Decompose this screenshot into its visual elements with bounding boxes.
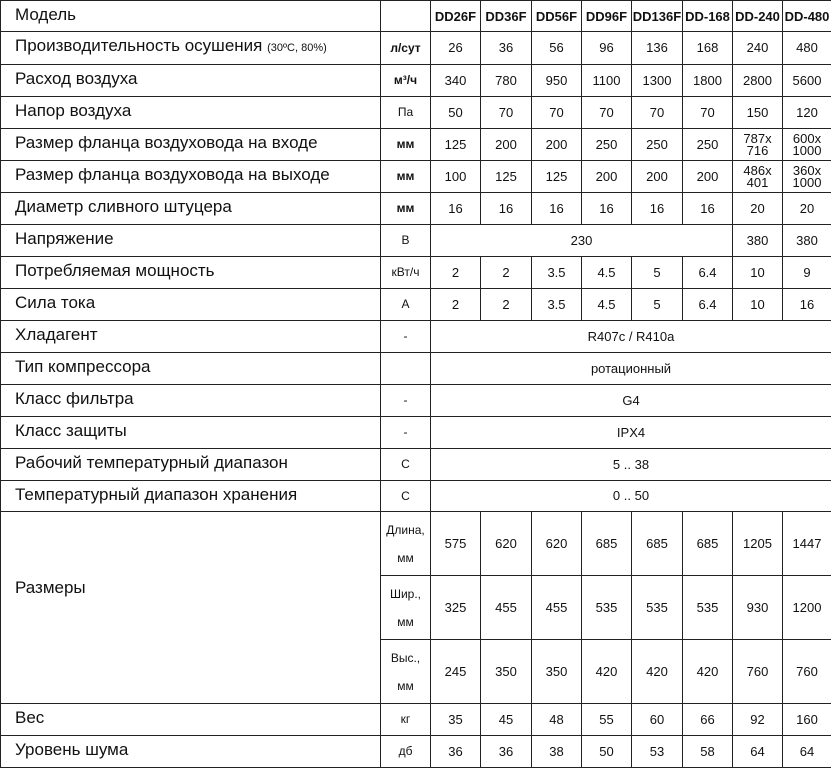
value-cell: 6.4 [683,257,733,289]
shared-value-cell: 5 .. 38 [431,449,831,481]
value-cell: 200 [532,129,582,161]
unit-cell: кВт/ч [381,257,431,289]
shared-value-cell: G4 [431,385,831,417]
value-cell: 930 [733,576,783,640]
value-cell: 620 [481,512,532,576]
value-cell: 120 [783,97,831,129]
value-cell: 360x 1000 [783,161,831,193]
value-cell: 96 [582,32,632,65]
value-cell: 2 [431,257,481,289]
value-cell: 16 [481,193,532,225]
value-cell: 620 [532,512,582,576]
value-cell: 787x 716 [733,129,783,161]
value-cell: 2800 [733,65,783,97]
row-compressor [1,353,831,385]
value-cell: 1100 [582,65,632,97]
row-pressure [1,97,831,129]
unit-cell: Шир., мм [381,576,431,640]
row-current [1,289,831,321]
value-cell: 58 [683,736,733,768]
value-cell: 150 [733,97,783,129]
row-store-temp [1,481,831,512]
row-noise [1,736,831,768]
value-cell: 480 [783,32,831,65]
value-cell: 575 [431,512,481,576]
unit-cell: С [381,449,431,481]
value-cell: 36 [481,32,532,65]
unit-cell: - [381,321,431,353]
value-cell: 16 [431,193,481,225]
value-cell: 950 [532,65,582,97]
model-name: DD-480 [783,1,831,32]
value-cell: 340 [431,65,481,97]
value-cell: 10 [733,289,783,321]
unit-cell: л/сут [381,32,431,65]
shared-value-cell: 0 .. 50 [431,481,831,512]
value-cell: 55 [582,704,632,736]
row-label-note: (30ºC, 80%) [267,42,327,54]
row-voltage [1,225,831,257]
value-cell: 66 [683,704,733,736]
value-cell: 16 [783,289,831,321]
row-label: Размер фланца воздуховода на входе [1,129,381,161]
value-cell: 56 [532,32,582,65]
shared-value-cell: R407c / R410a [431,321,831,353]
value-cell: 70 [632,97,683,129]
value-cell: 36 [481,736,532,768]
row-label: Потребляемая мощность [1,257,381,289]
value-cell: 70 [683,97,733,129]
value-cell: 16 [532,193,582,225]
value-cell: 600x 1000 [783,129,831,161]
value-cell: 455 [532,576,582,640]
row-protection [1,417,831,449]
value-cell: 380 [783,225,831,257]
unit-cell: Длина, мм [381,512,431,576]
row-power [1,257,831,289]
row-flange-out [1,161,831,193]
row-label: Класс защиты [1,417,381,449]
value-cell: 2 [481,257,532,289]
value-cell: 1200 [783,576,831,640]
value-cell: 70 [582,97,632,129]
value-cell: 4.5 [582,289,632,321]
value-cell: 10 [733,257,783,289]
model-label: Модель [1,1,381,32]
value-cell: 200 [481,129,532,161]
value-cell: 168 [683,32,733,65]
value-cell: 9 [783,257,831,289]
row-refrigerant [1,321,831,353]
value-cell: 420 [683,640,733,704]
unit-cell: мм [381,161,431,193]
value-cell: 45 [481,704,532,736]
value-cell: 245 [431,640,481,704]
value-cell: 420 [582,640,632,704]
value-cell: 160 [783,704,831,736]
value-cell: 200 [582,161,632,193]
shared-value-cell: 230 [431,225,733,257]
row-work-temp [1,449,831,481]
value-cell: 325 [431,576,481,640]
row-label: Хладагент [1,321,381,353]
value-cell: 70 [532,97,582,129]
value-cell: 535 [582,576,632,640]
value-cell: 20 [783,193,831,225]
value-cell: 780 [481,65,532,97]
row-airflow [1,65,831,97]
value-cell: 420 [632,640,683,704]
value-cell: 3.5 [532,257,582,289]
row-label: Температурный диапазон хранения [1,481,381,512]
unit-header-cell [381,1,431,32]
model-name: DD136F [632,1,683,32]
model-name: DD36F [481,1,532,32]
value-cell: 250 [582,129,632,161]
value-cell: 2 [481,289,532,321]
value-cell: 760 [733,640,783,704]
value-cell: 53 [632,736,683,768]
value-cell: 38 [532,736,582,768]
unit-cell: Па [381,97,431,129]
value-cell: 5 [632,289,683,321]
row-label: Расход воздуха [1,65,381,97]
value-cell: 125 [532,161,582,193]
value-cell: 535 [683,576,733,640]
value-cell: 1800 [683,65,733,97]
value-cell: 685 [582,512,632,576]
value-cell: 36 [431,736,481,768]
value-cell: 64 [783,736,831,768]
unit-cell [381,353,431,385]
value-cell: 350 [481,640,532,704]
model-name: DD26F [431,1,481,32]
value-cell: 125 [431,129,481,161]
unit-cell: м³/ч [381,65,431,97]
value-cell: 4.5 [582,257,632,289]
value-cell: 2 [431,289,481,321]
header-row [1,1,831,32]
model-name: DD56F [532,1,582,32]
row-label: Сила тока [1,289,381,321]
unit-cell: С [381,481,431,512]
value-cell: 136 [632,32,683,65]
value-cell: 455 [481,576,532,640]
row-label: Класс фильтра [1,385,381,417]
row-flange-in [1,129,831,161]
value-cell: 380 [733,225,783,257]
value-cell: 64 [733,736,783,768]
model-name: DD96F [582,1,632,32]
unit-cell: мм [381,129,431,161]
value-cell: 240 [733,32,783,65]
row-label: Уровень шума [1,736,381,768]
row-label: Производительность осушения (30ºC, 80%) [1,32,381,65]
value-cell: 760 [783,640,831,704]
row-drain [1,193,831,225]
value-cell: 16 [683,193,733,225]
value-cell: 1300 [632,65,683,97]
value-cell: 60 [632,704,683,736]
value-cell: 50 [582,736,632,768]
row-dim-length [1,512,831,576]
value-cell: 250 [632,129,683,161]
value-cell: 535 [632,576,683,640]
row-label: Вес [1,704,381,736]
unit-cell: дб [381,736,431,768]
unit-cell: - [381,385,431,417]
row-capacity [1,32,831,65]
row-label: Напор воздуха [1,97,381,129]
value-cell: 35 [431,704,481,736]
row-weight [1,704,831,736]
unit-cell: мм [381,193,431,225]
unit-cell: Выс., мм [381,640,431,704]
value-cell: 125 [481,161,532,193]
value-cell: 1205 [733,512,783,576]
value-cell: 200 [683,161,733,193]
row-label: Диаметр сливного штуцера [1,193,381,225]
unit-cell: В [381,225,431,257]
unit-cell: А [381,289,431,321]
value-cell: 48 [532,704,582,736]
value-cell: 685 [683,512,733,576]
value-cell: 350 [532,640,582,704]
unit-cell: кг [381,704,431,736]
row-label: Размеры [1,512,381,704]
value-cell: 26 [431,32,481,65]
value-cell: 5600 [783,65,831,97]
value-cell: 20 [733,193,783,225]
value-cell: 100 [431,161,481,193]
unit-cell: - [381,417,431,449]
value-cell: 685 [632,512,683,576]
value-cell: 70 [481,97,532,129]
value-cell: 486x 401 [733,161,783,193]
value-cell: 1447 [783,512,831,576]
value-cell: 50 [431,97,481,129]
value-cell: 92 [733,704,783,736]
row-label: Тип компрессора [1,353,381,385]
row-label: Рабочий температурный диапазон [1,449,381,481]
value-cell: 6.4 [683,289,733,321]
shared-value-cell: IPX4 [431,417,831,449]
model-name: DD-168 [683,1,733,32]
shared-value-cell: ротационный [431,353,831,385]
row-label: Размер фланца воздуховода на выходе [1,161,381,193]
row-label: Напряжение [1,225,381,257]
value-cell: 250 [683,129,733,161]
row-filter [1,385,831,417]
value-cell: 5 [632,257,683,289]
model-name: DD-240 [733,1,783,32]
value-cell: 16 [582,193,632,225]
value-cell: 3.5 [532,289,582,321]
value-cell: 16 [632,193,683,225]
value-cell: 200 [632,161,683,193]
